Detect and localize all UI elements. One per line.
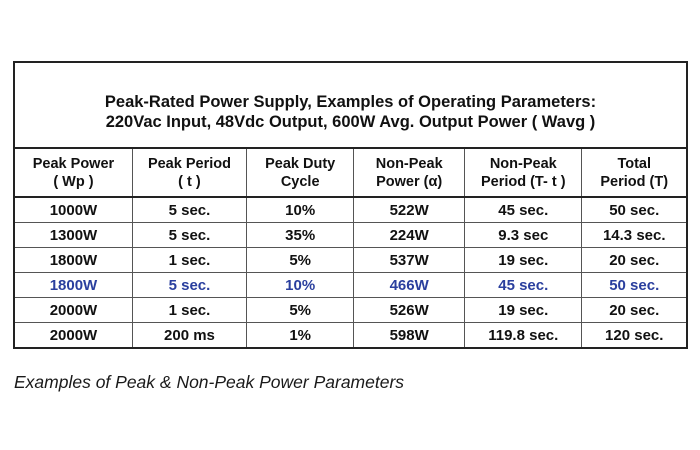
cell-non-peak-period: 19 sec. [465,248,582,273]
cell-peak-duty-cycle: 5% [246,248,353,273]
header-row [15,149,686,197]
cell-non-peak-power: 224W [354,223,465,248]
cell-non-peak-period: 9.3 sec [465,223,582,248]
cell-non-peak-power: 598W [354,323,465,348]
col-header-non-peak-power: Non-Peak Power (α) [354,149,465,197]
cell-peak-period: 5 sec. [132,197,246,223]
cell-peak-power: 2000W [15,323,132,348]
cell-peak-period: 1 sec. [132,248,246,273]
cell-peak-duty-cycle: 10% [246,273,353,298]
col-header-non-peak-period: Non-Peak Period (T- t ) [465,149,582,197]
cell-non-peak-power: 526W [354,298,465,323]
table-row [15,298,686,323]
cell-peak-power: 1300W [15,223,132,248]
cell-non-peak-power: 466W [354,273,465,298]
figure-caption: Examples of Peak & Non-Peak Power Parameters [14,372,405,392]
table-row [15,323,686,348]
cell-non-peak-period: 45 sec. [465,273,582,298]
table-row [15,248,686,273]
cell-non-peak-period: 45 sec. [465,197,582,223]
cell-peak-power: 1000W [15,197,132,223]
table-row-highlighted [15,273,686,298]
cell-peak-duty-cycle: 5% [246,298,353,323]
cell-non-peak-period: 119.8 sec. [465,323,582,348]
cell-total-period: 50 sec. [582,273,686,298]
table-row [15,197,686,223]
table-title [15,63,686,149]
cell-peak-duty-cycle: 10% [246,197,353,223]
cell-peak-duty-cycle: 35% [246,223,353,248]
cell-peak-duty-cycle: 1% [246,323,353,348]
col-header-peak-period: Peak Period ( t ) [132,149,246,197]
cell-non-peak-period: 19 sec. [465,298,582,323]
cell-total-period: 120 sec. [605,326,664,344]
cell-non-peak-power: 537W [354,248,465,273]
cell-peak-period: 200 ms [132,323,246,348]
cell-total-period: 20 sec. [582,248,686,273]
table-title-line-1: Peak-Rated Power Supply, Examples of Operating Parameters: [104,93,597,111]
col-header-total-period: Total Period (T) [582,149,686,197]
cell-peak-period: 5 sec. [132,223,246,248]
cell-peak-period: 1 sec. [132,298,246,323]
col-header-peak-duty-cycle: Peak Duty Cycle [246,149,353,197]
cell-peak-period: 5 sec. [132,273,246,298]
table-row [15,223,686,248]
cell-non-peak-power: 522W [354,197,465,223]
parameters-table [15,149,686,347]
col-header-peak-power: Peak Power ( Wp ) [15,149,132,197]
cell-total-period: 50 sec. [582,197,686,223]
cell-peak-power: 1800W [15,248,132,273]
cell-total-period: 14.3 sec. [582,223,686,248]
parameters-table-frame [13,61,688,349]
cell-peak-power: 1800W [15,273,132,298]
cell-peak-power: 2000W [15,298,132,323]
table-title-line-2: 220Vac Input, 48Vdc Output, 600W Avg. Output Power ( Wavg ) [105,113,596,131]
cell-total-period: 20 sec. [582,298,686,323]
